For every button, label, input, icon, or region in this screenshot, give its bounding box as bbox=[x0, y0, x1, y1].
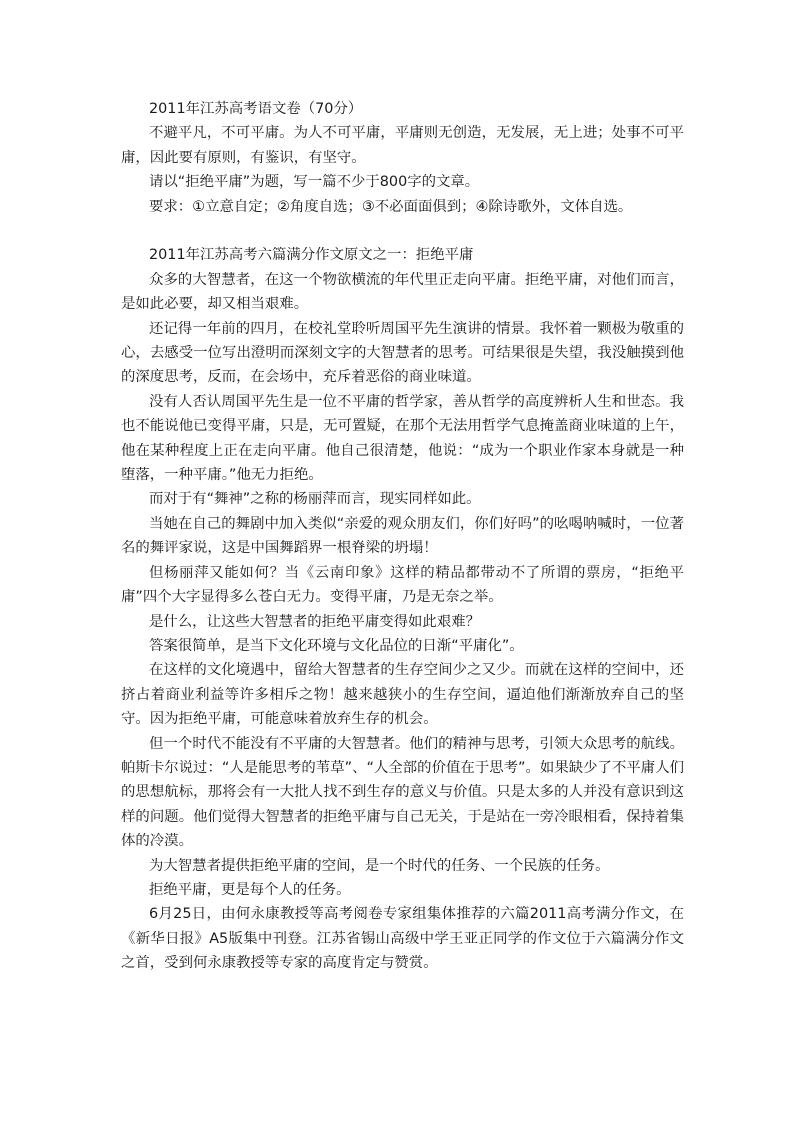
essay-paragraph: 但一个时代不能没有不平庸的大智慧者。他们的精神与思考，引领大众思考的航线。帕斯卡尔说过：“人是能思考的苇草”、“人全部的价值在于思考”。如果缺少了不平庸人们的思想航标，那将会有一大批人找不到生存的意义与价值。只是太多的人并没有意识到这样的问题。他们觉得大智慧者的拒绝平庸与自己无关，于是站在一旁冷眼相看，保持着集体的冷漠。 bbox=[121, 735, 684, 850]
essay-paragraph: 为大智慧者提供拒绝平庸的空间，是一个时代的任务、一个民族的任务。 bbox=[149, 857, 610, 874]
essay-paragraph: 是什么，让这些大智慧者的拒绝平庸变得如此艰难？ bbox=[149, 613, 480, 630]
essay-paragraph: 而对于有“舞神”之称的杨丽萍而言，现实同样如此。 bbox=[149, 491, 481, 508]
prompt-heading: 2011年江苏高考语文卷（70分） bbox=[149, 101, 363, 117]
document-body bbox=[121, 97, 684, 976]
essay-paragraph: 但杨丽萍又能如何？当《云南印象》这样的精品都带动不了所谓的票房，“拒绝平庸”四个大字显得多么苍白无力。变得平庸，乃是无奈之举。 bbox=[121, 564, 684, 606]
essay-paragraph: 没有人否认周国平先生是一位不平庸的哲学家，善从哲学的高度辨析人生和世态。我也不能说他已变得平庸，只是，无可置疑，在那个无法用哲学气息掩盖商业味道的上午，他在某种程度上正在走向平庸。他自己很清楚，他说：“成为一个职业作家本身就是一种堕落，一种平庸。”他无力拒绝。 bbox=[121, 393, 684, 484]
prompt-paragraph: 不避平凡，不可平庸。为人不可平庸，平庸则无创造，无发展，无上进；处事不可平庸，因此要有原则，有鉴识，有坚守。 bbox=[121, 125, 684, 166]
essay-paragraph: 拒绝平庸，更是每个人的任务。 bbox=[149, 881, 351, 898]
essay-heading: 2011年江苏高考六篇满分作文原文之一：拒绝平庸 bbox=[149, 247, 474, 264]
prompt-requirements: 要求：①立意自定；②角度自选；③不必面面俱到；④除诗歌外，文体自选。 bbox=[149, 198, 633, 215]
essay-paragraph: 众多的大智慧者，在这一个物欲横流的年代里正走向平庸。拒绝平庸，对他们而言，是如此必要，却又相当艰难。 bbox=[121, 271, 684, 313]
essay-paragraph: 答案很简单，是当下文化环境与文化品位的日渐“平庸化”。 bbox=[149, 637, 524, 654]
essay-paragraph: 在这样的文化境遇中，留给大智慧者的生存空间少之又少。而就在这样的空间中，还挤占着商业利益等许多相斥之物！越来越狭小的生存空间，逼迫他们渐渐放弃自己的坚守。因为拒绝平庸，可能意味着放弃生存的机会。 bbox=[121, 662, 684, 728]
prompt-paragraph: 请以“拒绝平庸”为题，写一篇不少于800字的文章。 bbox=[149, 174, 480, 191]
blank-line bbox=[121, 219, 684, 243]
publication-note: 6月25日，由何永康教授等高考阅卷专家组集体推荐的六篇2011高考满分作文，在《新华日报》A5版集中刊登。江苏省锡山高级中学王亚正同学的作文位于六篇满分作文之首，受到何永康教授等专家的高度肯定与赞赏。 bbox=[121, 906, 684, 972]
essay-paragraph: 当她在自己的舞剧中加入类似“亲爱的观众朋友们，你们好吗”的吆喝呐喊时，一位著名的舞评家说，这是中国舞蹈界一根脊梁的坍塌！ bbox=[121, 515, 684, 557]
essay-paragraph: 还记得一年前的四月，在校礼堂聆听周国平先生演讲的情景。我怀着一颗极为敬重的心，去感受一位写出澄明而深刻文字的大智慧者的思考。可结果很是失望，我没触摸到他的深度思考，反而，在会场中，充斥着恶俗的商业味道。 bbox=[121, 320, 684, 386]
